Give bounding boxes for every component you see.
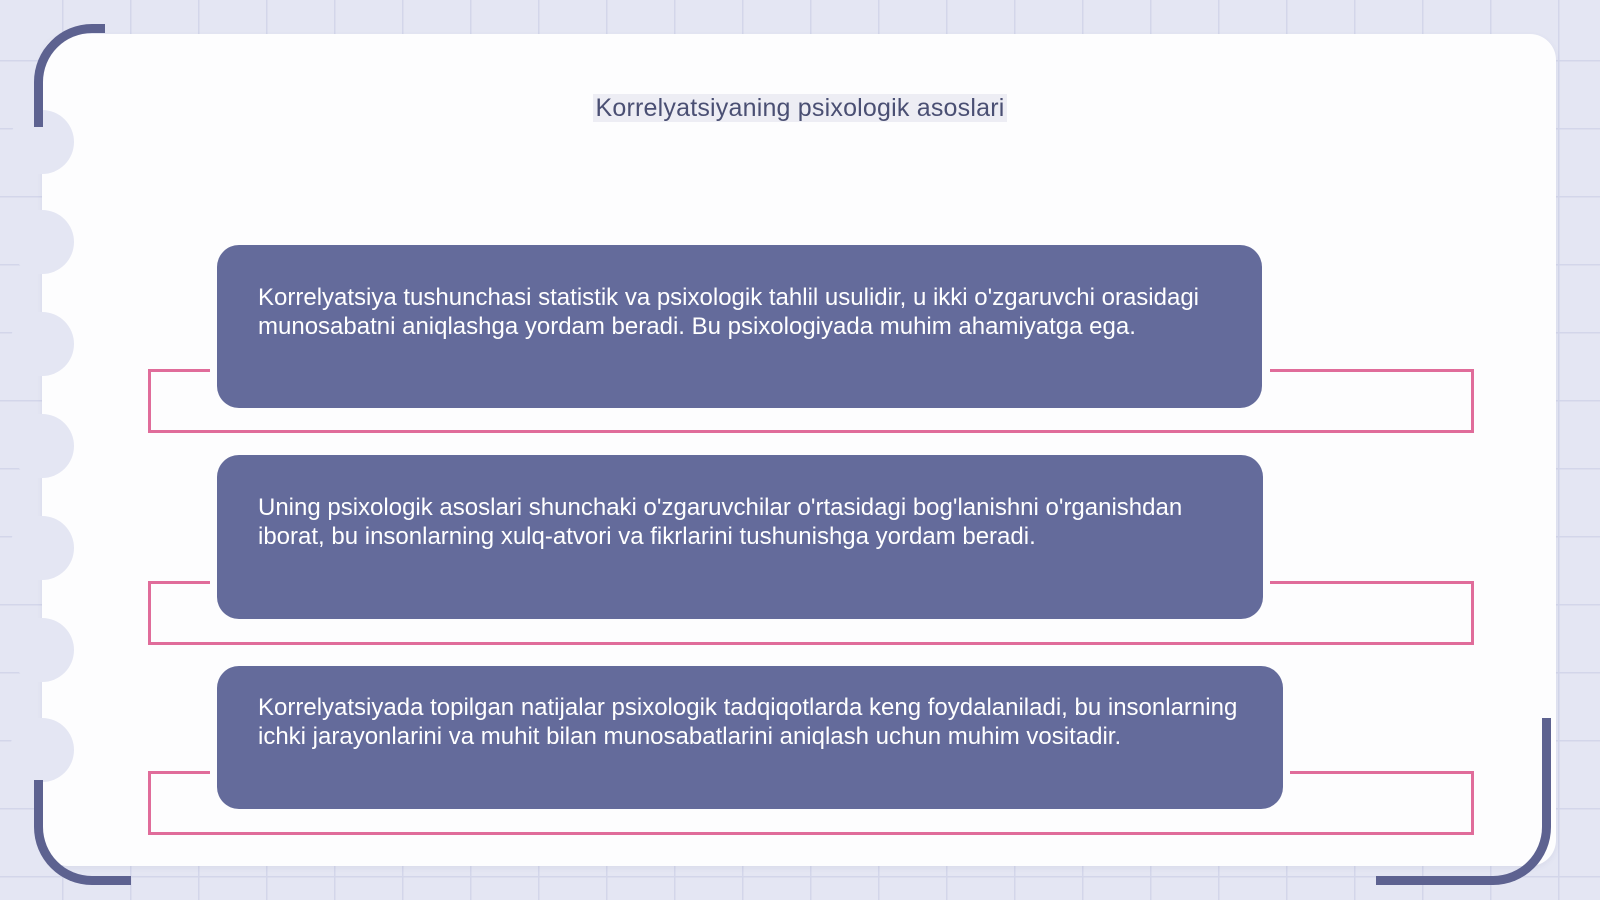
content-block-3 bbox=[217, 666, 1283, 809]
scallop-decoration bbox=[10, 516, 74, 580]
content-block-text: Korrelyatsiya tushunchasi statistik va psixologik tahlil usulidir, u ikki o'zgaruvchi orasidagi munosabatni aniqlashga yordam beradi. Bu psixologiyada muhim ahamiyatga ega. bbox=[258, 284, 1200, 340]
scallop-decoration bbox=[10, 618, 74, 682]
content-block-2 bbox=[217, 455, 1263, 619]
scallop-decoration bbox=[10, 718, 74, 782]
scallop-decoration bbox=[10, 312, 74, 376]
corner-bracket-bottom-left bbox=[34, 780, 131, 885]
slide-title bbox=[0, 94, 1600, 123]
scallop-decoration bbox=[10, 414, 74, 478]
slide-title-text: Korrelyatsiyaning psixologik asoslari bbox=[593, 94, 1008, 122]
content-block-1 bbox=[217, 245, 1262, 408]
content-block-text: Uning psixologik asoslari shunchaki o'zgaruvchilar o'rtasidagi bog'lanishni o'rganishdan iborat, bu insonlarning xulq-atvori va fikrlarini tushunishga yordam beradi. bbox=[258, 494, 1183, 550]
scallop-decoration bbox=[10, 210, 74, 274]
content-block-text: Korrelyatsiyada topilgan natijalar psixologik tadqiqotlarda keng foydalaniladi, bu insonlarning ichki jarayonlarini va muhit bilan munosabatlarini aniqlash uchun muhim vositadir. bbox=[258, 694, 1238, 750]
